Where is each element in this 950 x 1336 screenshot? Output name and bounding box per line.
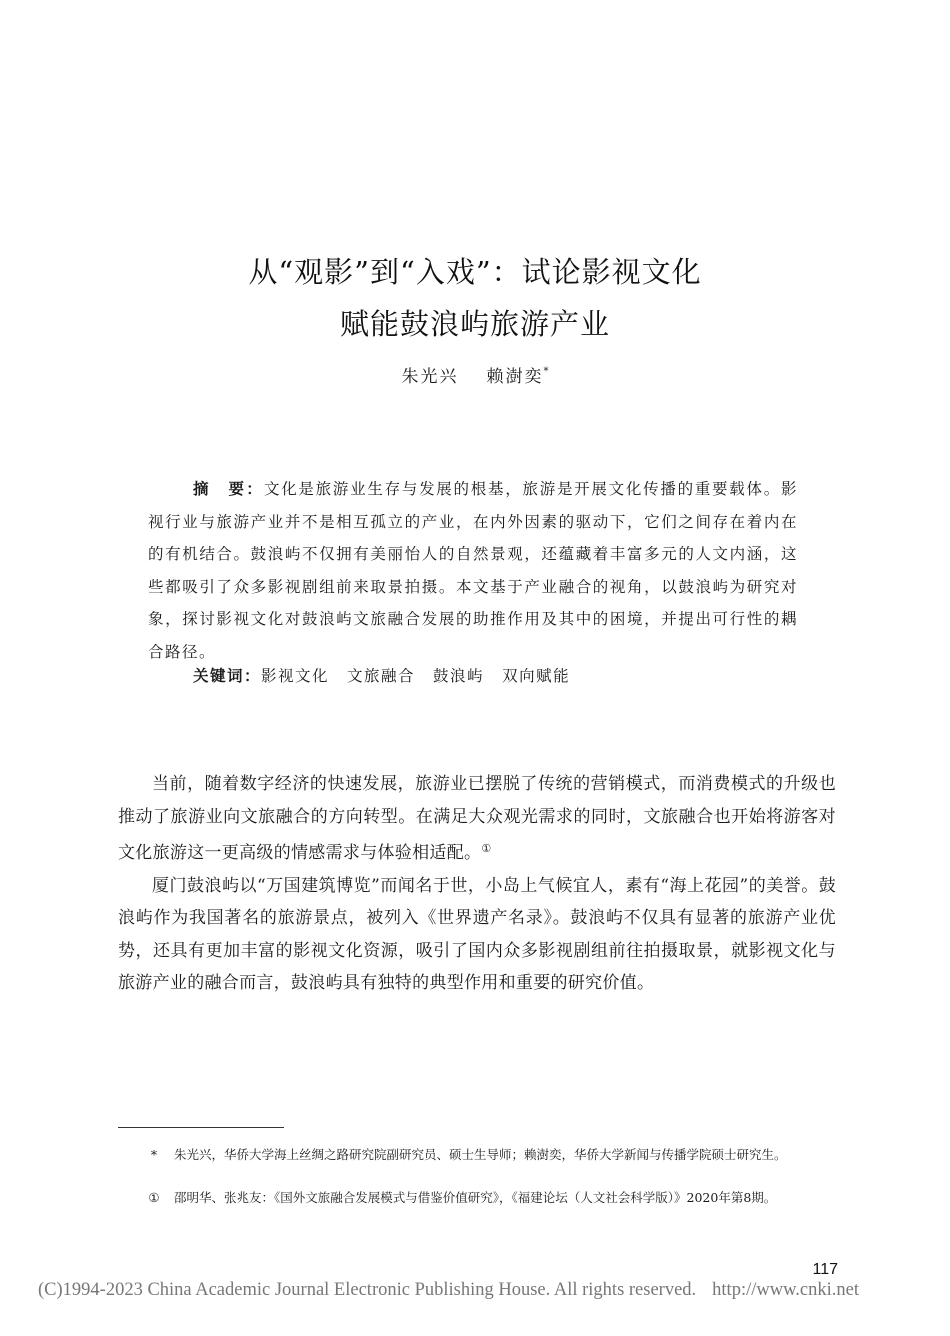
body-text <box>118 768 836 1000</box>
article-title-line-1: 从“观影”到“入戏”：试论影视文化 <box>248 255 702 289</box>
author-line <box>0 362 950 387</box>
copyright-text: (C)1994-2023 China Academic Journal Electronic Publishing House. All rights reserved. <box>38 1280 697 1300</box>
footnote-mark: ① <box>148 1190 160 1205</box>
footnote-ref: ① <box>481 842 492 855</box>
abstract-text: 文化是旅游业生存与发展的根基，旅游是开展文化传播的重要载体。影视行业与旅游产业并不是相互孤立的产业，在内外因素的驱动下，它们之间存在着内在的有机结合。鼓浪屿不仅拥有美丽怡人的自然景观，还蕴藏着丰富多元的人文内涵，这些都吸引了众多影视剧组前来取景拍摄。本文基于产业融合的视角，以鼓浪屿为研究对象，探讨影视文化对鼓浪屿文旅融合发展的助推作用及其中的困境，并提出可行性的耦合路径。 <box>148 480 798 661</box>
body-paragraph <box>118 768 836 870</box>
footnote <box>118 1144 836 1165</box>
body-paragraph: 厦门鼓浪屿以“万国建筑博览”而闻名于世，小岛上气候宜人，素有“海上花园”的美誉。鼓浪屿作为我国著名的旅游景点，被列入《世界遗产名录》。鼓浪屿不仅具有显著的旅游产业优势，还具有更加丰富的影视文化资源，吸引了国内众多影视剧组前往拍摄取景，就影视文化与旅游产业的融合而言，鼓浪屿具有独特的典型作用和重要的研究价值。 <box>118 875 836 993</box>
footnote-text: 朱光兴，华侨大学海上丝绸之路研究院副研究员、硕士生导师；赖澍奕，华侨大学新闻与传播学院硕士研究生。 <box>174 1147 787 1162</box>
copyright-url[interactable]: http://www.cnki.net <box>712 1280 859 1300</box>
author-name: 朱光兴 <box>401 367 459 387</box>
keyword: 鼓浪屿 <box>433 667 485 685</box>
author-footnote-mark: * <box>543 366 549 377</box>
keywords <box>193 664 813 686</box>
abstract-label: 摘 要： <box>193 480 264 498</box>
keyword: 影视文化 <box>261 667 330 685</box>
abstract <box>148 473 798 668</box>
article-title-line-2: 赋能鼓浪屿旅游产业 <box>339 307 610 341</box>
author-name: 赖澍奕 <box>486 367 544 387</box>
footnote-mark: * <box>150 1147 158 1162</box>
page-number: 117 <box>812 1261 838 1278</box>
footnote-divider <box>118 1127 284 1128</box>
copyright-line <box>38 1280 928 1301</box>
keyword: 双向赋能 <box>502 667 571 685</box>
footnote <box>118 1187 836 1208</box>
keyword: 文旅融合 <box>347 667 416 685</box>
keywords-label: 关键词： <box>193 667 262 685</box>
footnote-text: 邵明华、张兆友：《国外文旅融合发展模式与借鉴价值研究》，《福建论坛（人文社会科学版）》2020年第8期。 <box>174 1190 777 1205</box>
paragraph-text: 当前，随着数字经济的快速发展，旅游业已摆脱了传统的营销模式，而消费模式的升级也推动了旅游业向文旅融合的方向转型。在满足大众观光需求的同时，文旅融合也开始将游客对文化旅游这一更高级的情感需求与体验相适配。 <box>118 774 836 863</box>
